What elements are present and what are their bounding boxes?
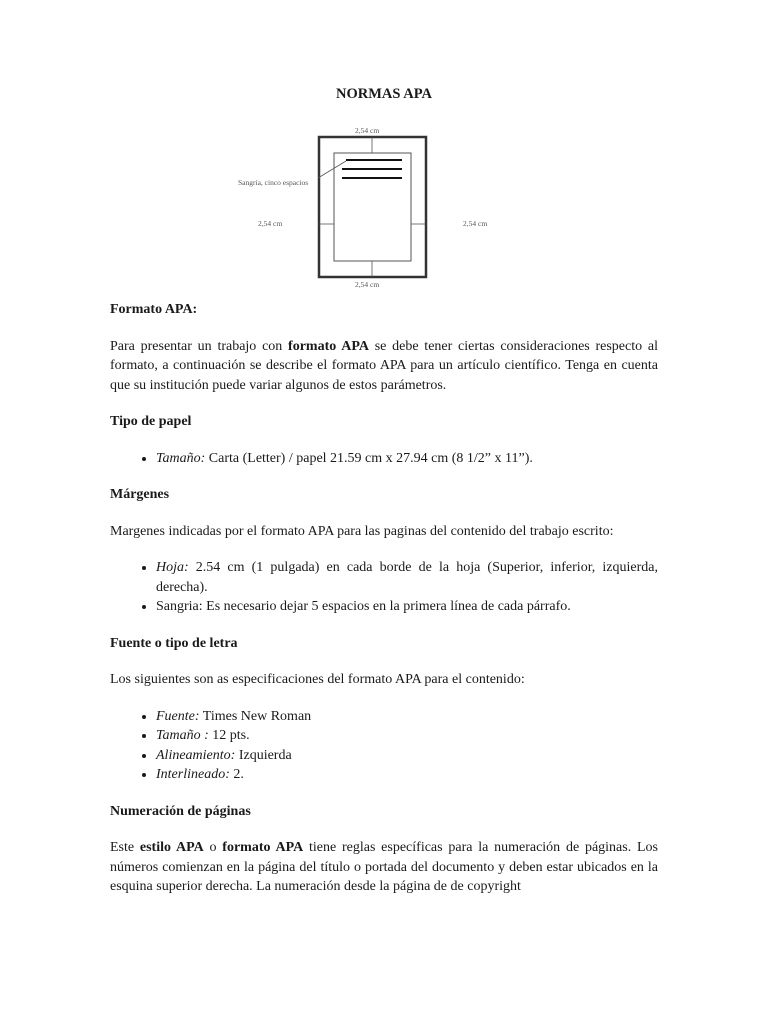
heading-numeracion: Numeración de páginas	[110, 803, 251, 819]
heading-margenes: Márgenes	[110, 487, 170, 502]
list-item-tamano	[156, 726, 658, 746]
paragraph-fuente: Los siguientes son as especificaciones del formato APA para el contenido:	[110, 672, 525, 687]
top-margin-label: 2,54 cm	[355, 126, 380, 135]
list-item-alineamiento	[156, 746, 658, 766]
heading-tipo-papel: Tipo de papel	[110, 414, 192, 429]
list-item-tamano-papel	[156, 449, 658, 469]
text-run: tiene reglas específicas para la numeración de páginas. Los números comienzan en la página del título o portada del documento y deben estar ubicados en la esquina superior derecha. La numeración desde la página de de copyright	[110, 840, 658, 894]
bottom-margin-label: 2,54 cm	[355, 280, 380, 288]
document-body	[110, 300, 658, 897]
paragraph-formato	[110, 337, 658, 396]
list-margenes	[110, 558, 658, 617]
paragraph-numeracion	[110, 838, 658, 897]
item-label: Interlineado:	[156, 767, 230, 782]
item-text: Times New Roman	[199, 708, 312, 724]
bold-run: formato APA	[288, 338, 369, 354]
list-papel	[110, 449, 658, 469]
heading-formato: Formato APA:	[110, 302, 198, 317]
text-run: Para presentar un trabajo con	[110, 338, 289, 354]
apa-margin-diagram	[230, 120, 500, 290]
left-margin-label: 2,54 cm	[258, 219, 283, 228]
item-label: Fuente:	[156, 708, 200, 724]
bold-run: formato APA	[222, 840, 304, 855]
item-label: Hoja:	[156, 560, 189, 575]
text-run: Este	[110, 840, 140, 855]
right-margin-label: 2,54 cm	[463, 219, 488, 228]
item-label: Tamaño:	[156, 450, 206, 466]
document-title: NORMAS APA	[336, 86, 432, 102]
text-run: se debe tener ciertas consideraciones respecto al formato, a continuación se describe el formato APA para un artículo científico. Tenga en cuenta que su institución puede variar algunos de estos parámetros.	[110, 338, 658, 393]
list-item-hoja	[156, 558, 658, 597]
list-item-interlineado	[156, 765, 658, 785]
paragraph-margenes: Margenes indicadas por el formato APA para las paginas del contenido del trabajo escrito:	[110, 523, 614, 539]
heading-fuente: Fuente o tipo de letra	[110, 635, 238, 651]
list-fuente	[110, 707, 658, 785]
item-text: Izquierda	[235, 747, 292, 763]
bold-run: estilo APA	[139, 840, 204, 855]
text-run: o	[203, 840, 223, 855]
margin-diagram-svg	[230, 120, 500, 290]
item-text: 2.54 cm (1 pulgada) en cada borde de la hoja (Superior, inferior, izquierda, derecha).	[156, 560, 658, 595]
list-item-sangria: • Sangria: Es necesario dejar 5 espacios en la primera línea de cada párrafo.	[156, 597, 658, 617]
item-text: 2.	[229, 767, 244, 782]
item-label: Tamaño :	[156, 728, 209, 743]
list-item-fuente	[156, 707, 658, 727]
item-text: 12 pts.	[208, 728, 250, 743]
indent-label: Sangría, cinco espacios	[238, 178, 309, 187]
item-label: Alineamiento:	[156, 747, 236, 763]
item-text: Carta (Letter) / papel 21.59 cm x 27.94 cm (8 1/2” x 11”).	[205, 450, 533, 466]
